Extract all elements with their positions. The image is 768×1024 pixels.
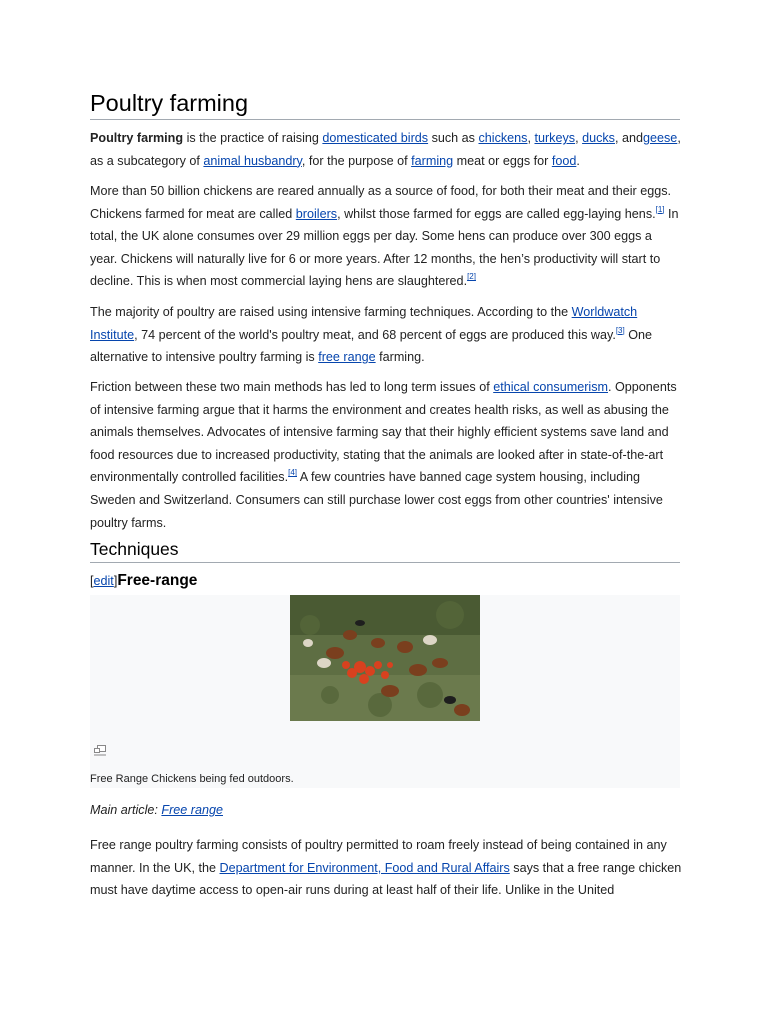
text: Main article: — [90, 803, 162, 817]
paragraph-friction — [90, 376, 682, 534]
text: farming. — [375, 350, 425, 365]
text: , — [575, 131, 583, 145]
figure-caption: Free Range Chickens being fed outdoors. — [90, 773, 294, 785]
reference-2[interactable]: [2] — [467, 272, 476, 282]
link-chickens[interactable]: chickens — [478, 131, 528, 145]
text: such as — [428, 131, 479, 145]
subsection-heading-free-range — [90, 570, 197, 592]
text: , for the purpose of — [301, 153, 412, 168]
reference-1[interactable]: [1] — [655, 204, 665, 214]
text: , 74 percent of the world's poultry meat, and 68 percent of eggs are produced this way. — [134, 327, 616, 342]
text: Free range poultry farming consists of poultry permitted to roam freely instead of being contained in any manner. In the UK, the — [90, 838, 667, 875]
intro-paragraph — [90, 127, 682, 172]
link-food[interactable]: food — [551, 153, 577, 168]
text: , whilst those farmed for eggs are called egg-laying hens. — [337, 206, 656, 221]
link-defra[interactable]: Department for Environment, Food and Rural Affairs — [219, 860, 510, 875]
text: . — [576, 153, 580, 168]
section-heading-techniques: Techniques — [90, 536, 680, 563]
text: says that a free range chicken must have daytime access to open-air runs during at least half of their life. Unlike in the United — [90, 860, 682, 898]
edit-bracket: ] — [113, 574, 118, 588]
paragraph-intensive-farming — [90, 301, 682, 369]
subsection-title: Free-range — [117, 572, 198, 589]
link-domesticated-birds[interactable]: domesticated birds — [322, 131, 429, 145]
link-ducks[interactable]: ducks — [582, 131, 615, 145]
text: The majority of poultry are raised using intensive farming techniques. According to the — [90, 305, 572, 319]
page-title: Poultry farming — [90, 88, 680, 120]
link-geese[interactable]: geese — [643, 131, 678, 145]
link-farming[interactable]: farming — [411, 153, 454, 168]
figure-thumbnail — [90, 595, 680, 788]
hatnote-main-article — [90, 799, 223, 821]
link-free-range[interactable]: free range — [318, 350, 376, 365]
text: , as a subcategory of — [90, 131, 681, 168]
text: , and — [614, 131, 643, 145]
edit-bracket: [ — [90, 574, 94, 588]
paragraph-free-range — [90, 834, 682, 902]
edit-link[interactable]: edit — [93, 574, 114, 588]
text: . Opponents of intensive farming argue that it harms the environment and creates health risks, as well as abusing the animals themselves. Advocates of intensive farming say that their highly efficient systems save land and food resources due to increased productivity, stating that the animals are looked after in state-of-the-art environmentally controlled facilities. — [90, 380, 677, 485]
text: Friction between these two main methods has led to long term issues of — [90, 380, 494, 394]
text: , — [527, 131, 535, 145]
text: More than 50 billion chickens are reared annually as a source of food, for both their meat and their eggs. Chickens farmed for meat are called — [90, 184, 672, 221]
reference-4[interactable]: [4] — [288, 468, 297, 478]
text: is the practice of raising — [183, 131, 323, 145]
link-main-article-free-range[interactable]: Free range — [161, 803, 223, 817]
text: One alternative to intensive poultry farming is — [90, 327, 653, 365]
link-worldwatch-institute[interactable]: Worldwatch Institute — [90, 305, 638, 342]
intro-bold-term: Poultry farming — [90, 131, 184, 145]
magnify-clip-icon[interactable] — [93, 743, 107, 755]
paragraph-chickens-reared — [90, 180, 682, 293]
text: In total, the UK alone consumes over 29 million eggs per day. Some hens can produce over 300 eggs a year. Chickens will naturally live for 6 or more years. After 12 months, the hen’s productivity will start to decline. This is when most commercial laying hens are slaughtered. — [90, 206, 679, 289]
text: A few countries have banned cage system housing, including Sweden and Switzerland. Consumers can still purchase lower cost eggs from other countries' intensive poultry farms. — [90, 470, 663, 530]
reference-3[interactable]: [3] — [615, 325, 625, 335]
link-broilers[interactable]: broilers — [295, 206, 338, 221]
chickens-photo[interactable] — [290, 595, 480, 721]
link-ethical-consumerism[interactable]: ethical consumerism — [493, 380, 608, 394]
link-turkeys[interactable]: turkeys — [534, 131, 576, 145]
link-animal-husbandry[interactable]: animal husbandry — [203, 153, 302, 168]
text: meat or eggs for — [453, 153, 552, 168]
